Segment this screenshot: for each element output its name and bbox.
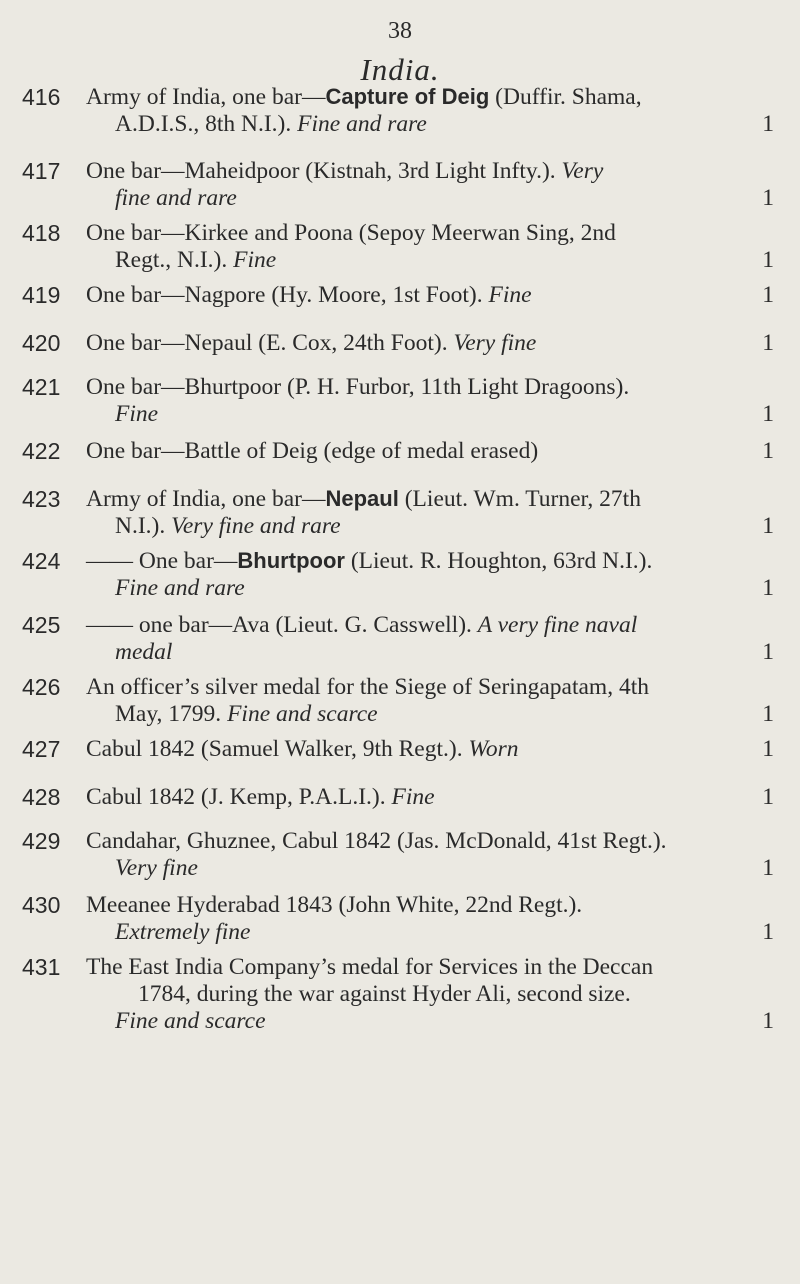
- lot-quantity: 1: [762, 282, 774, 308]
- lot-number: 416: [22, 84, 61, 110]
- lot-number: 423: [22, 486, 61, 512]
- lot-text: N.I.).: [115, 513, 172, 539]
- lot-number: 418: [22, 220, 61, 246]
- lot-number: 419: [22, 282, 61, 308]
- lot-text: (Lieut. R. Houghton, 63rd N.I.).: [344, 548, 653, 574]
- lot-description-line: [86, 548, 774, 574]
- lot-condition-note: Worn: [468, 736, 519, 762]
- lot-description-line: [115, 919, 774, 945]
- lot-description-line: [115, 111, 774, 137]
- lot-number: 430: [22, 892, 61, 918]
- lot-description-line: [86, 438, 774, 464]
- lot-text: Cabul 1842 (J. Kemp, P.A.L.I.).: [86, 784, 392, 810]
- page-heading: India.: [360, 52, 440, 87]
- lot-quantity: 1: [762, 1008, 774, 1034]
- lot-number: 431: [22, 954, 61, 980]
- lot-description-line: [86, 892, 774, 918]
- lot-quantity: 1: [762, 855, 774, 881]
- lot-text: One bar—Maheidpoor (Kistnah, 3rd Light Infty.).: [86, 158, 562, 184]
- lot-number: 428: [22, 784, 61, 810]
- lot-highlight: Bhurtpoor: [237, 548, 345, 573]
- lot-description-line: [86, 612, 774, 638]
- lot-description-line: [86, 282, 774, 308]
- lot-text: —— One bar—: [86, 548, 238, 574]
- lot-description-line: [115, 185, 774, 211]
- lot-number: 422: [22, 438, 61, 464]
- lot-number: 427: [22, 736, 61, 762]
- lot-description-line: [86, 674, 774, 700]
- lot-description-line: [86, 220, 774, 246]
- lot-quantity: 1: [762, 701, 774, 727]
- lot-quantity: 1: [762, 513, 774, 539]
- lot-text: One bar—Nepaul (E. Cox, 24th Foot).: [86, 330, 454, 356]
- lot-condition-note: Fine: [391, 784, 435, 810]
- lot-text: One bar—Nagpore (Hy. Moore, 1st Foot).: [86, 282, 489, 308]
- lot-description-line: [86, 736, 774, 762]
- lot-text: Meeanee Hyderabad 1843 (John White, 22nd Regt.).: [86, 892, 583, 918]
- lot-highlight: Capture of Deig: [325, 84, 490, 109]
- lot-condition-note: Fine: [488, 282, 532, 308]
- lot-description-line: [115, 247, 774, 273]
- lot-quantity: 1: [762, 784, 774, 810]
- lot-quantity: 1: [762, 575, 774, 601]
- lot-description-line: [115, 701, 774, 727]
- lot-number: 429: [22, 828, 61, 854]
- lot-description-line: [86, 158, 774, 184]
- lot-description-line: [115, 575, 774, 601]
- lot-condition-note: Fine: [233, 247, 277, 273]
- lot-number: 424: [22, 548, 61, 574]
- lot-quantity: 1: [762, 401, 774, 427]
- lot-description-line: [115, 513, 774, 539]
- lot-text: —— one bar—Ava (Lieut. G. Casswell).: [86, 612, 478, 638]
- lot-quantity: 1: [762, 111, 774, 137]
- lot-text: The East India Company’s medal for Services in the Deccan: [86, 954, 654, 980]
- lot-text: 1784, during the war against Hyder Ali, second size.: [138, 981, 631, 1007]
- lot-number: 417: [22, 158, 61, 184]
- lot-text: One bar—Kirkee and Poona (Sepoy Meerwan Sing, 2nd: [86, 220, 616, 246]
- lot-description-line: [115, 1008, 774, 1034]
- lot-description-line: [138, 981, 797, 1007]
- lot-text: Cabul 1842 (Samuel Walker, 9th Regt.).: [86, 736, 469, 762]
- lot-condition-note: Very fine: [115, 855, 198, 881]
- lot-description-line: [86, 784, 774, 810]
- lot-description-line: [115, 855, 774, 881]
- lot-text: One bar—Battle of Deig (edge of medal erased): [86, 438, 539, 464]
- lot-description-line: [86, 486, 774, 512]
- lot-condition-note: Fine: [115, 401, 159, 427]
- lot-condition-note: Extremely fine: [115, 919, 251, 945]
- lot-text: One bar—Bhurtpoor (P. H. Furbor, 11th Light Dragoons).: [86, 374, 630, 400]
- lot-quantity: 1: [762, 919, 774, 945]
- lot-text: Army of India, one bar—: [86, 84, 326, 110]
- lot-number: 420: [22, 330, 61, 356]
- lot-text: (Duffir. Shama,: [489, 84, 642, 110]
- lot-condition-note: Fine and scarce: [227, 701, 378, 727]
- lot-quantity: 1: [762, 438, 774, 464]
- lot-text: Army of India, one bar—: [86, 486, 326, 512]
- lot-text: Candahar, Ghuznee, Cabul 1842 (Jas. McDonald, 41st Regt.).: [86, 828, 667, 854]
- lot-text: (Lieut. Wm. Turner, 27th: [398, 486, 641, 512]
- lot-description-line: [86, 330, 774, 356]
- lot-description-line: [86, 828, 774, 854]
- lot-description-line: [115, 401, 774, 427]
- lot-number: 421: [22, 374, 61, 400]
- lot-condition-note: Fine and rare: [115, 575, 245, 601]
- lot-condition-note: Fine and rare: [297, 111, 427, 137]
- lot-highlight: Nepaul: [325, 486, 399, 511]
- lot-condition-note: Very: [561, 158, 604, 184]
- lot-text: May, 1799.: [115, 701, 228, 727]
- lot-text: An officer’s silver medal for the Siege of Seringapatam, 4th: [86, 674, 649, 700]
- lot-condition-note: Very fine and rare: [171, 513, 341, 539]
- lot-quantity: 1: [762, 247, 774, 273]
- lot-quantity: 1: [762, 330, 774, 356]
- lot-condition-note: fine and rare: [115, 185, 237, 211]
- lot-condition-note: medal: [115, 639, 173, 665]
- lot-condition-note: A very fine naval: [477, 612, 638, 638]
- lot-description-line: [86, 374, 774, 400]
- lot-description-line: [115, 639, 774, 665]
- lot-text: A.D.I.S., 8th N.I.).: [115, 111, 298, 137]
- lot-condition-note: Fine and scarce: [115, 1008, 266, 1034]
- lot-description-line: [86, 84, 774, 110]
- lot-number: 425: [22, 612, 61, 638]
- lot-quantity: 1: [762, 736, 774, 762]
- lot-description-line: [86, 954, 774, 980]
- page-number: 38: [388, 18, 412, 44]
- lot-condition-note: Very fine: [453, 330, 537, 356]
- lot-text: Regt., N.I.).: [115, 247, 234, 273]
- lot-number: 426: [22, 674, 61, 700]
- lot-quantity: 1: [762, 639, 774, 665]
- lot-quantity: 1: [762, 185, 774, 211]
